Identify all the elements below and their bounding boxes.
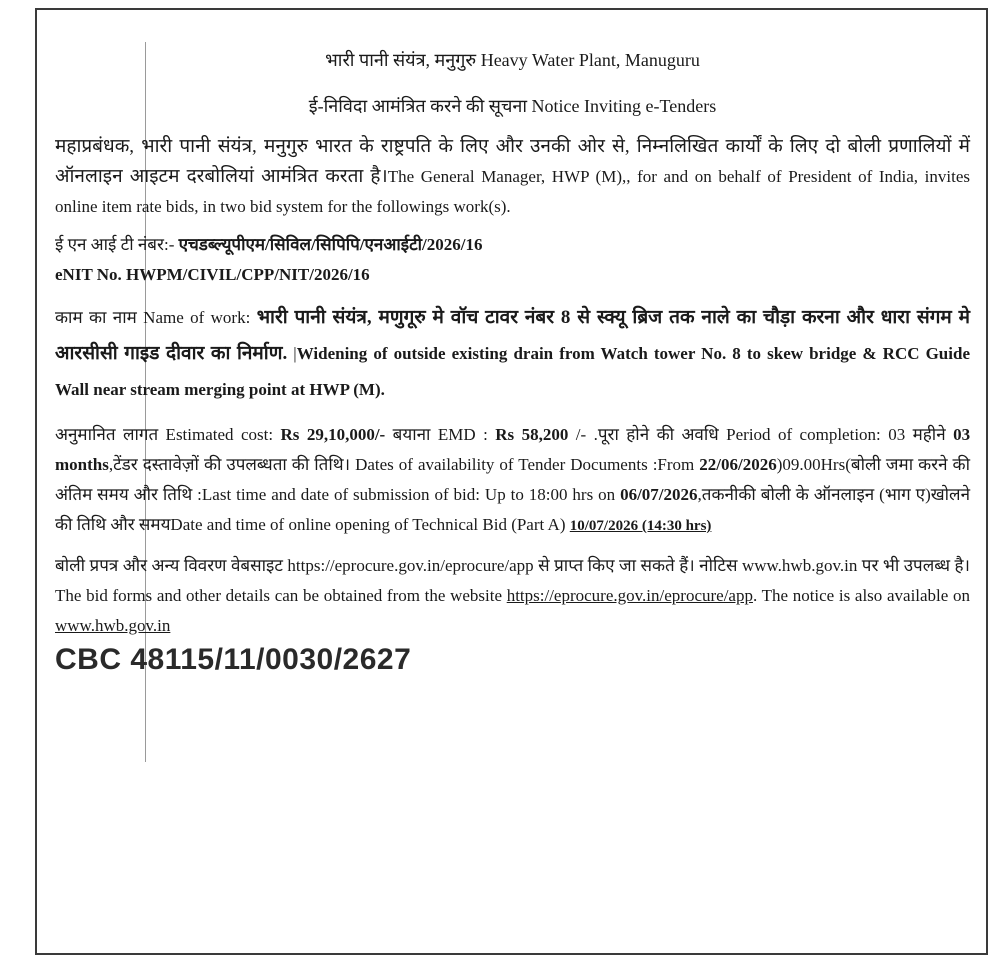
emd-label: बयाना EMD : [392,425,488,444]
availability-date: 22/06/2026 [699,455,777,474]
submission-label: बोली जमा करने की अंतिम समय और तिथि :Last time and date of submission of bid: Up to 18:00 hrs on [55,455,971,504]
opening-date: 10/07/2026 (14:30 hrs) [569,518,712,534]
availability-time: )09.00Hrs( [776,455,851,474]
estimated-cost-label: अनुमानित लागत Estimated cost: [55,425,274,444]
intro-paragraph [55,132,970,222]
opening-label: ,तकनीकी बोली के ऑनलाइन (भाग ए)खोलने की तिथि और समयDate and time of online opening of Technical Bid (Part A) [55,485,971,534]
enit-hindi-line [55,230,970,260]
notice-border [35,8,988,955]
work-english: Widening of outside existing drain from Watch tower No. 8 to skew bridge & RCC Guide Wall near stream merging point at HWP (M). [55,344,970,399]
work-label: काम का नाम Name of work: [55,308,251,327]
emd-suffix: /- [575,425,587,444]
notice-subtitle: ई-निविदा आमंत्रित करने की सूचना Notice Inviting e-Tenders [308,96,717,116]
website-paragraph [55,551,970,641]
enit-hindi-label: ई एन आई टी नंबर:- [55,235,175,254]
hwb-link[interactable]: www.hwb.gov.in [55,616,171,635]
work-paragraph: काम का नाम Name of work: भारी पानी संयंत्र, मणुगूरु मे वॉच टावर नंबर 8 से स्क्यू ब्रिज तक नाले का चौड़ा करना और धारा संगम मे आरसीसी गाइड दीवार का निर्माण. |Widening of outside existing drain from Watch tower No. 8 to skew bridge & RCC Guide Wall near stream merging point at HWP (M). [55,307,970,399]
website-english: The bid forms and other details can be obtained from the website [55,586,503,605]
period-label: .पूरा होने की अवधि Period of completion: 03 महीने [593,425,946,444]
cbc-number: CBC 48115/11/0030/2627 [55,643,412,676]
cost-paragraph [55,420,970,541]
estimated-cost-value: Rs 29,10,000/- [280,425,386,444]
emd-value: Rs 58,200 [495,425,569,444]
period-value: 03 months [55,425,971,474]
website-mid: . The notice is also available on [752,586,971,605]
notice-content [55,28,970,677]
intro-hindi: महाप्रबंधक, भारी पानी संयंत्र, मनुगुरु भारत के राष्ट्रपति के लिए और उनकी ओर से, निम्नलिखित कार्यों के लिए दो बोली प्रणालियों में ऑनलाइन आइटम दरबोलियां आमंत्रित करता है। [55,136,970,187]
availability-label: ,टेंडर दस्तावेज़ों की उपलब्धता की तिथि। Dates of availability of Tender Documents :From [108,455,695,474]
enit-hindi-value: एचडब्ल्यूपीएम/सिविल/सिपिपि/एनआईटी/2026/16 [178,235,483,254]
website-hindi: बोली प्रपत्र और अन्य विवरण वेबसाइट https://eprocure.gov.in/eprocure/app से प्राप्त किए जा सकते हैं। नोटिस www.hwb.gov.in पर भी उपलब्ध है। [55,556,970,575]
work-hindi: भारी पानी संयंत्र, मणुगूरु मे वॉच टावर नंबर 8 से स्क्यू ब्रिज तक नाले का चौड़ा करना और धारा संगम मे आरसीसी गाइड दीवार का निर्माण. [55,307,970,364]
enit-number: eNIT No. HWPM/CIVIL/CPP/NIT/2026/16 [55,265,370,284]
eprocure-link[interactable]: https://eprocure.gov.in/eprocure/app [506,586,753,605]
submission-date: 06/07/2026 [620,485,698,504]
intro-english: The General Manager, HWP (M),, for and on behalf of President of India, invites online item rate bids, in two bid system for the followings work(s). [55,167,970,216]
notice-title: भारी पानी संयंत्र, मनुगुरु Heavy Water Plant, Manuguru [325,50,700,70]
